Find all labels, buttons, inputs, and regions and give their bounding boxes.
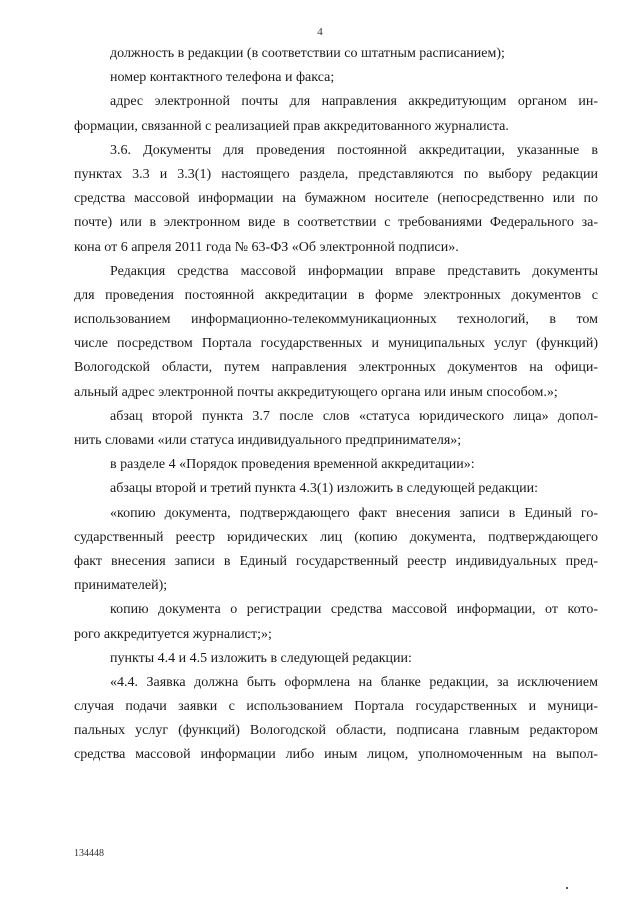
scan-speck (566, 887, 568, 889)
text-line: средства массовой информации либо иным лицом, уполномоченным на выпол- (74, 747, 598, 763)
text-line: альный адрес электронной почты аккредитующего органа или иным способом.»; (74, 384, 558, 400)
page-number: 4 (317, 26, 323, 38)
text-line: пунктах 3.3 и 3.3(1) настоящего раздела, представляются по выбору редакции (74, 166, 598, 182)
text-line: адрес электронной почты для направления аккредитующим органом ин- (110, 94, 598, 110)
text-line: «4.4. Заявка должна быть оформлена на бланке редакции, за исключением (110, 674, 598, 690)
text-line: формации, связанной с реализацией прав аккредитованного журналиста. (74, 118, 509, 134)
text-line: рого аккредитуется журналист;»; (74, 626, 272, 642)
text-line: Вологодской области, путем направления электронных документов на офици- (74, 360, 598, 376)
text-line: пальных услуг (функций) Вологодской области, подписана главным редактором (74, 723, 598, 739)
text-line: Редакция средства массовой информации вправе представить документы (110, 263, 598, 279)
text-line: случая подачи заявки с использованием Портала государственных и муници- (74, 699, 598, 715)
text-line: кона от 6 апреля 2011 года № 63-ФЗ «Об электронной подписи». (74, 239, 459, 255)
text-line: «копию документа, подтверждающего факт внесения записи в Единый го- (110, 505, 598, 521)
document-code: 134448 (74, 848, 104, 859)
text-line: в разделе 4 «Порядок проведения временной аккредитации»: (110, 457, 475, 473)
text-line: числе посредством Портала государственных и муниципальных услуг (функций) (74, 336, 598, 352)
text-line: средства массовой информации на бумажном носителе (непосредственно или по (74, 191, 598, 207)
text-line: абзац второй пункта 3.7 после слов «статуса юридического лица» допол- (110, 408, 598, 424)
text-line: 3.6. Документы для проведения постоянной аккредитации, указанные в (110, 142, 598, 158)
document-body (74, 42, 598, 768)
text-line: нить словами «или статуса индивидуального предпринимателя»; (74, 433, 462, 448)
text-line: копию документа о регистрации средства массовой информации, от кото- (110, 602, 598, 618)
text-line: почте) или в электронном виде в соответствии с требованиями Федерального за- (74, 215, 598, 231)
text-line: должность в редакции (в соответствии со штатным расписанием); (110, 46, 505, 61)
text-line: для проведения постоянной аккредитации в форме электронных документов с (74, 287, 598, 303)
text-line: принимателей); (74, 578, 168, 594)
text-line: номер контактного телефона и факса; (110, 70, 335, 86)
text-line: абзацы второй и третий пункта 4.3(1) изложить в следующей редакции: (110, 481, 538, 497)
text-line: факт внесения записи в Единый государственный реестр индивидуальных пред- (74, 553, 598, 569)
text-line: пункты 4.4 и 4.5 изложить в следующей редакции: (110, 650, 412, 666)
text-line: использованием информационно-телекоммуникационных технологий, в том (74, 312, 598, 328)
text-line: сударственный реестр юридических лиц (копию документа, подтверждающего (74, 529, 598, 545)
